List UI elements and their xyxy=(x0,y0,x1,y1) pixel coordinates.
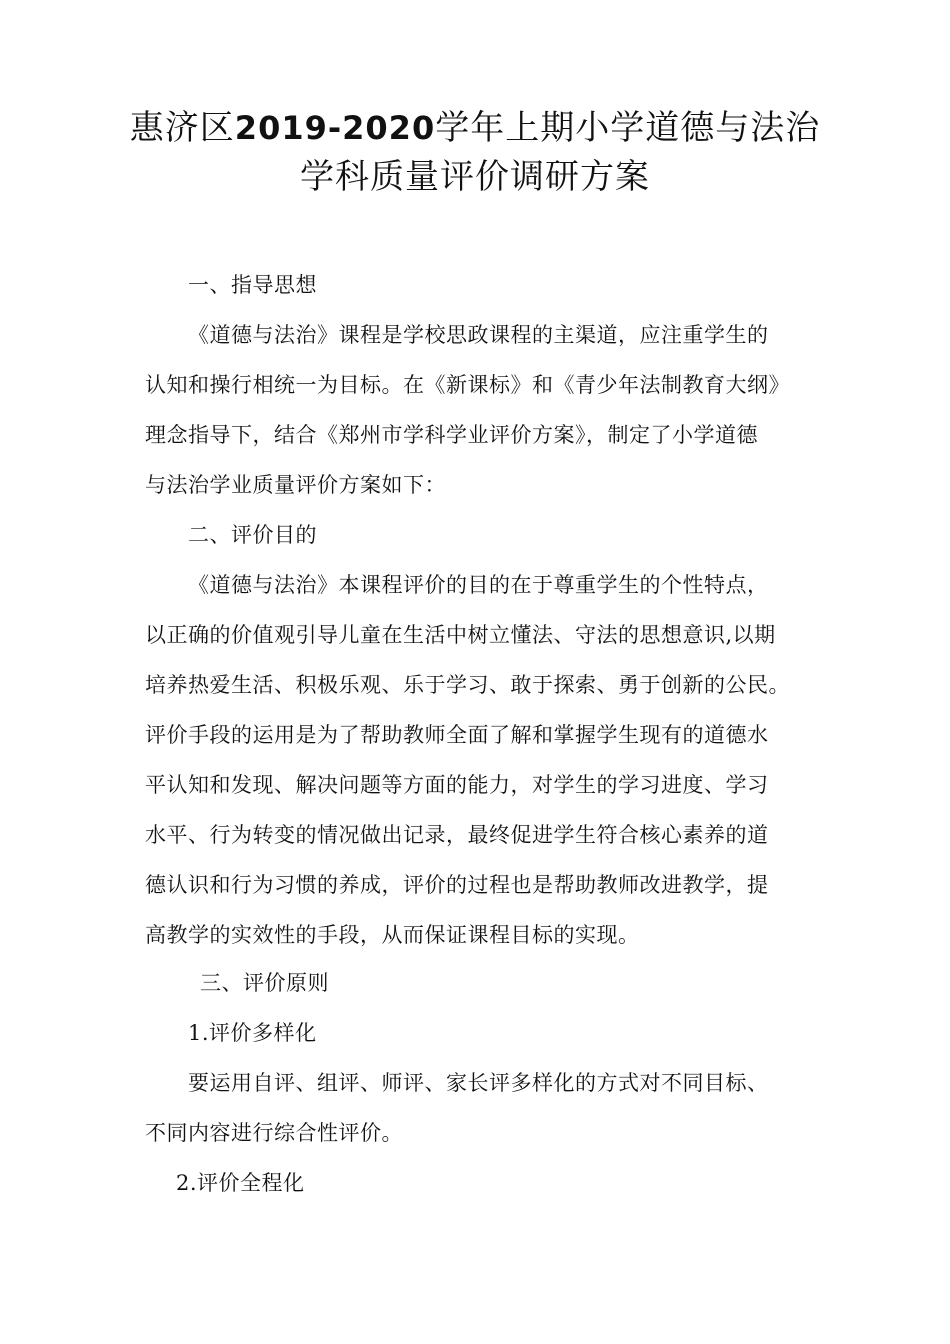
paragraph-line: 与法治学业质量评价方案如下： xyxy=(145,473,446,497)
section-heading-evaluation-principles: 三、评价原则 xyxy=(200,971,329,995)
title-suffix: 学年上期小学道德与法治 xyxy=(435,108,821,148)
paragraph-line: 德认识和行为习惯的养成，评价的过程也是帮助教师改进教学，提 xyxy=(145,873,769,897)
subsection-heading-whole-process: 2.评价全程化 xyxy=(176,1171,305,1195)
paragraph-line: 平认知和发现、解决问题等方面的能力，对学生的学习进度、学习 xyxy=(145,773,769,797)
paragraph-line: 以正确的价值观引导儿童在生活中树立懂法、守法的思想意识,以期 xyxy=(145,623,776,647)
paragraph-line: 认知和操行相统一为目标。在《新课标》和《青少年法制教育大纲》 xyxy=(145,373,790,397)
paragraph-line: 评价手段的运用是为了帮助教师全面了解和掌握学生现有的道德水 xyxy=(145,723,769,747)
paragraph-line: 培养热爱生活、积极乐观、乐于学习、敢于探索、勇于创新的公民。 xyxy=(145,673,790,697)
section-heading-guiding-thought: 一、指导思想 xyxy=(188,273,317,297)
document-title-line-1 xyxy=(0,104,950,152)
paragraph-line: 水平、行为转变的情况做出记录，最终促进学生符合核心素养的道 xyxy=(145,823,769,847)
paragraph-line: 理念指导下，结合《郑州市学科学业评价方案》，制定了小学道德 xyxy=(145,423,758,447)
paragraph-line: 要运用自评、组评、师评、家长评多样化的方式对不同目标、 xyxy=(188,1071,769,1095)
paragraph-line: 不同内容进行综合性评价。 xyxy=(145,1121,403,1145)
paragraph-line: 《道德与法治》课程是学校思政课程的主渠道，应注重学生的 xyxy=(188,323,769,347)
title-year-range: 2019-2020 xyxy=(234,109,436,147)
title-prefix: 惠济区 xyxy=(129,108,235,148)
section-heading-evaluation-purpose: 二、评价目的 xyxy=(188,523,317,547)
document-title-line-2: 学科质量评价调研方案 xyxy=(300,157,650,197)
paragraph-line: 高教学的实效性的手段，从而保证课程目标的实现。 xyxy=(145,923,640,947)
subsection-heading-diversified: 1.评价多样化 xyxy=(188,1021,317,1045)
paragraph-line: 《道德与法治》本课程评价的目的在于尊重学生的个性特点， xyxy=(188,573,769,597)
